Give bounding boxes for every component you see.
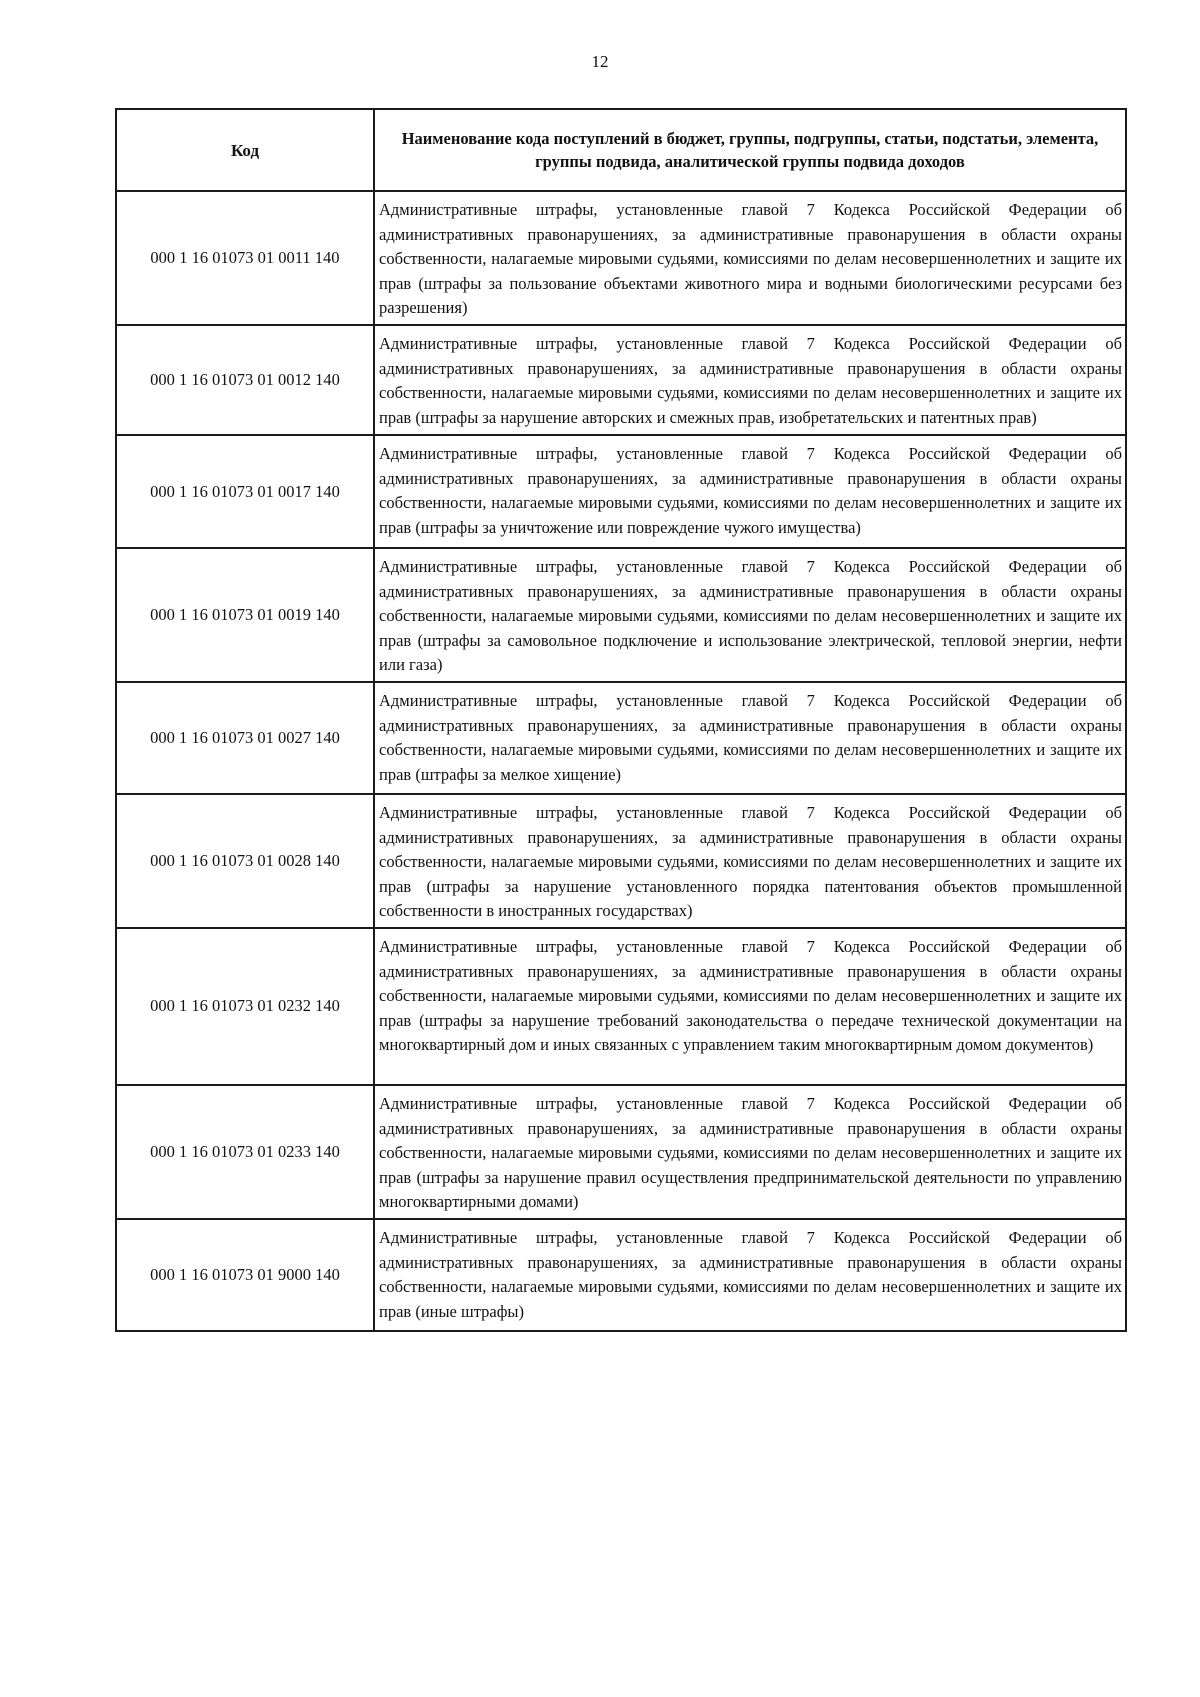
row-name: Административные штрафы, установленные главой 7 Кодекса Российской Федерации об административных правонарушениях, за административные правонарушения в области охраны собственности, налагаемые мировыми судьями, комиссиями по делам несовершеннолетних и защите их прав (штрафы за пользование объектами животного мира и водными биологическими ресурсами без разрешения): [374, 191, 1126, 325]
row-name: Административные штрафы, установленные главой 7 Кодекса Российской Федерации об административных правонарушениях, за административные правонарушения в области охраны собственности, налагаемые мировыми судьями, комиссиями по делам несовершеннолетних и защите их прав (штрафы за самовольное подключение и использование электрической, тепловой энергии, нефти или газа): [374, 548, 1126, 682]
table-row: [116, 794, 1126, 928]
page-number: 12: [591, 52, 609, 71]
row-code: 000 1 16 01073 01 9000 140: [116, 1219, 374, 1331]
row-name: Административные штрафы, установленные главой 7 Кодекса Российской Федерации об административных правонарушениях, за административные правонарушения в области охраны собственности, налагаемые мировыми судьями, комиссиями по делам несовершеннолетних и защите их прав (штрафы за нарушение авторских и смежных прав, изобретательских и патентных прав): [374, 325, 1126, 435]
column-header-code: Код: [116, 109, 374, 191]
column-header-name-text: Наименование кода поступлений в бюджет, группы, подгруппы, статьи, подстатьи, элемента, группы подвида, аналитической группы подвида доходов: [401, 129, 1099, 171]
revenue-codes-table: [115, 108, 1127, 1332]
row-code: 000 1 16 01073 01 0017 140: [116, 435, 374, 548]
table-row: [116, 548, 1126, 682]
row-code: 000 1 16 01073 01 0012 140: [116, 325, 374, 435]
table-row: [116, 682, 1126, 794]
table-row: [116, 435, 1126, 548]
row-name: Административные штрафы, установленные главой 7 Кодекса Российской Федерации об административных правонарушениях, за административные правонарушения в области охраны собственности, налагаемые мировыми судьями, комиссиями по делам несовершеннолетних и защите их прав (штрафы за нарушение правил осуществления предпринимательской деятельности по управлению многоквартирными домами): [374, 1085, 1126, 1219]
table-row: [116, 191, 1126, 325]
row-name: Административные штрафы, установленные главой 7 Кодекса Российской Федерации об административных правонарушениях, за административные правонарушения в области охраны собственности, налагаемые мировыми судьями, комиссиями по делам несовершеннолетних и защите их прав (штрафы за нарушение требований законодательства о передаче технической документации на многоквартирный дом и иных связанных с управлением таким многоквартирным домом документов): [374, 928, 1126, 1085]
row-code: 000 1 16 01073 01 0028 140: [116, 794, 374, 928]
table-row: [116, 325, 1126, 435]
row-name: Административные штрафы, установленные главой 7 Кодекса Российской Федерации об административных правонарушениях, за административные правонарушения в области охраны собственности, налагаемые мировыми судьями, комиссиями по делам несовершеннолетних и защите их прав (штрафы за нарушение установленного порядка патентования объектов промышленной собственности в иностранных государствах): [374, 794, 1126, 928]
row-name: Административные штрафы, установленные главой 7 Кодекса Российской Федерации об административных правонарушениях, за административные правонарушения в области охраны собственности, налагаемые мировыми судьями, комиссиями по делам несовершеннолетних и защите их прав (штрафы за уничтожение или повреждение чужого имущества): [374, 435, 1126, 548]
row-name: Административные штрафы, установленные главой 7 Кодекса Российской Федерации об административных правонарушениях, за административные правонарушения в области охраны собственности, налагаемые мировыми судьями, комиссиями по делам несовершеннолетних и защите их прав (штрафы за мелкое хищение): [374, 682, 1126, 794]
table-header-row: [116, 109, 1126, 191]
table-row: [116, 1219, 1126, 1331]
table-row: [116, 1085, 1126, 1219]
row-code: 000 1 16 01073 01 0019 140: [116, 548, 374, 682]
row-code: 000 1 16 01073 01 0232 140: [116, 928, 374, 1085]
row-name: Административные штрафы, установленные главой 7 Кодекса Российской Федерации об административных правонарушениях, за административные правонарушения в области охраны собственности, налагаемые мировыми судьями, комиссиями по делам несовершеннолетних и защите их прав (иные штрафы): [374, 1219, 1126, 1331]
column-header-name: [374, 109, 1126, 191]
row-code: 000 1 16 01073 01 0011 140: [116, 191, 374, 325]
row-code: 000 1 16 01073 01 0233 140: [116, 1085, 374, 1219]
row-code: 000 1 16 01073 01 0027 140: [116, 682, 374, 794]
table-row: [116, 928, 1126, 1085]
